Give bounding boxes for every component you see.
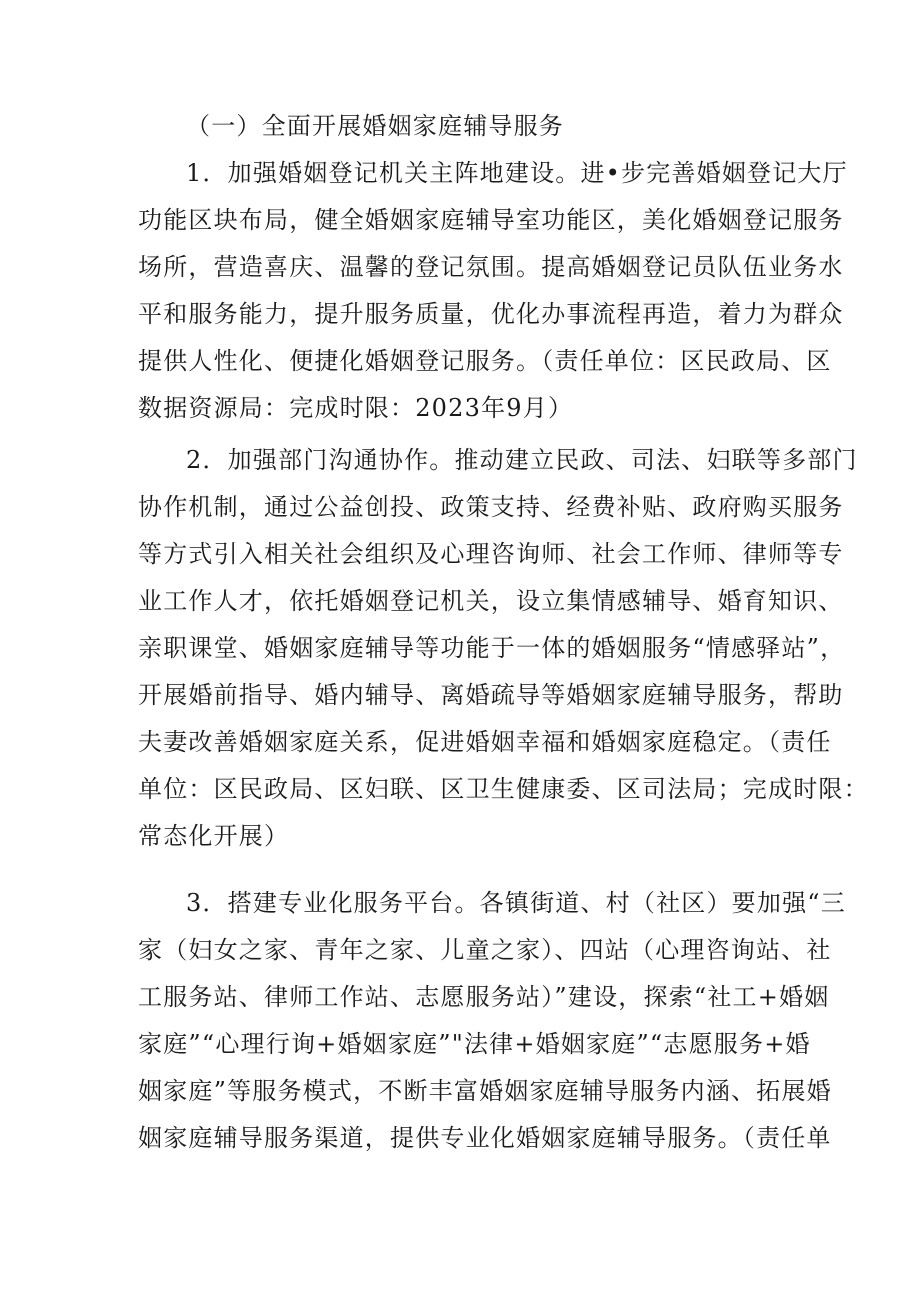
paragraph-1-line-2: 功能区块布局，健全婚姻家庭辅导室功能区，美化婚姻登记服务 [138,206,844,234]
paragraph-2-line-3: 等方式引入相关社会组织及心理咨询师、社会工作师、律师等专 [138,540,844,568]
paragraph-3-line-5: 姻家庭”等服务模式，不断丰富婚姻家庭辅导服务内涵、拓展婚 [138,1077,832,1105]
paragraph-3-line-4: 家庭”“心理行询+婚姻家庭”"法律+婚姻家庭”“志愿服务+婚 [138,1030,811,1058]
paragraph-3-line-3: 工服务站、律师工作站、志愿服务站）”建设，探索“社工+婚姻 [138,983,830,1011]
paragraph-3-line-1: 3．搭建专业化服务平台。各镇街道、村（社区）要加强“三 [186,889,846,917]
paragraph-1-line-3: 场所，营造喜庆、温馨的登记氛围。提高婚姻登记员队伍业务水 [138,253,844,281]
paragraph-1-line-5: 提供人性化、便捷化婚姻登记服务。（责任单位：区民政局、区 [138,347,832,375]
paragraph-2-line-4: 业工作人才，依托婚姻登记机关，设立集情感辅导、婚育知识、 [138,587,844,615]
paragraph-2-line-5: 亲职课堂、婚姻家庭辅导等功能于一体的婚姻服务“情感驿站”， [138,634,846,662]
paragraph-2-line-6: 开展婚前指导、婚内辅导、离婚疏导等婚姻家庭辅导服务，帮助 [138,681,844,709]
paragraph-1-line-1: 1．加强婚姻登记机关主阵地建设。进•步完善婚姻登记大厅 [186,159,848,187]
paragraph-2-line-7: 夫妻改善婚姻家庭关系，促进婚姻幸福和婚姻家庭稳定。（责任 [138,728,832,756]
paragraph-3-line-6: 姻家庭辅导服务渠道，提供专业化婚姻家庭辅导服务。（责任单 [138,1124,832,1152]
paragraph-2-line-2: 协作机制，通过公益创投、政策支持、经费补贴、政府购买服务 [138,493,844,521]
section-heading: （一）全面开展婚姻家庭辅导服务 [186,112,564,140]
paragraph-1-line-6: 数据资源局：完成时限：2023年9月） [138,394,574,422]
paragraph-1-line-4: 平和服务能力，提升服务质量，优化办事流程再造，着力为群众 [138,300,844,328]
paragraph-2-line-8: 单位：区民政局、区妇联、区卫生健康委、区司法局；完成时限： [138,775,869,803]
paragraph-2-line-9: 常态化开展） [138,822,290,850]
paragraph-2-line-1: 2．加强部门沟通协作。推动建立民政、司法、妇联等多部门 [186,446,858,474]
paragraph-3-line-2: 家（妇女之家、青年之家、儿童之家）、四站（心理咨询站、社 [138,936,832,964]
